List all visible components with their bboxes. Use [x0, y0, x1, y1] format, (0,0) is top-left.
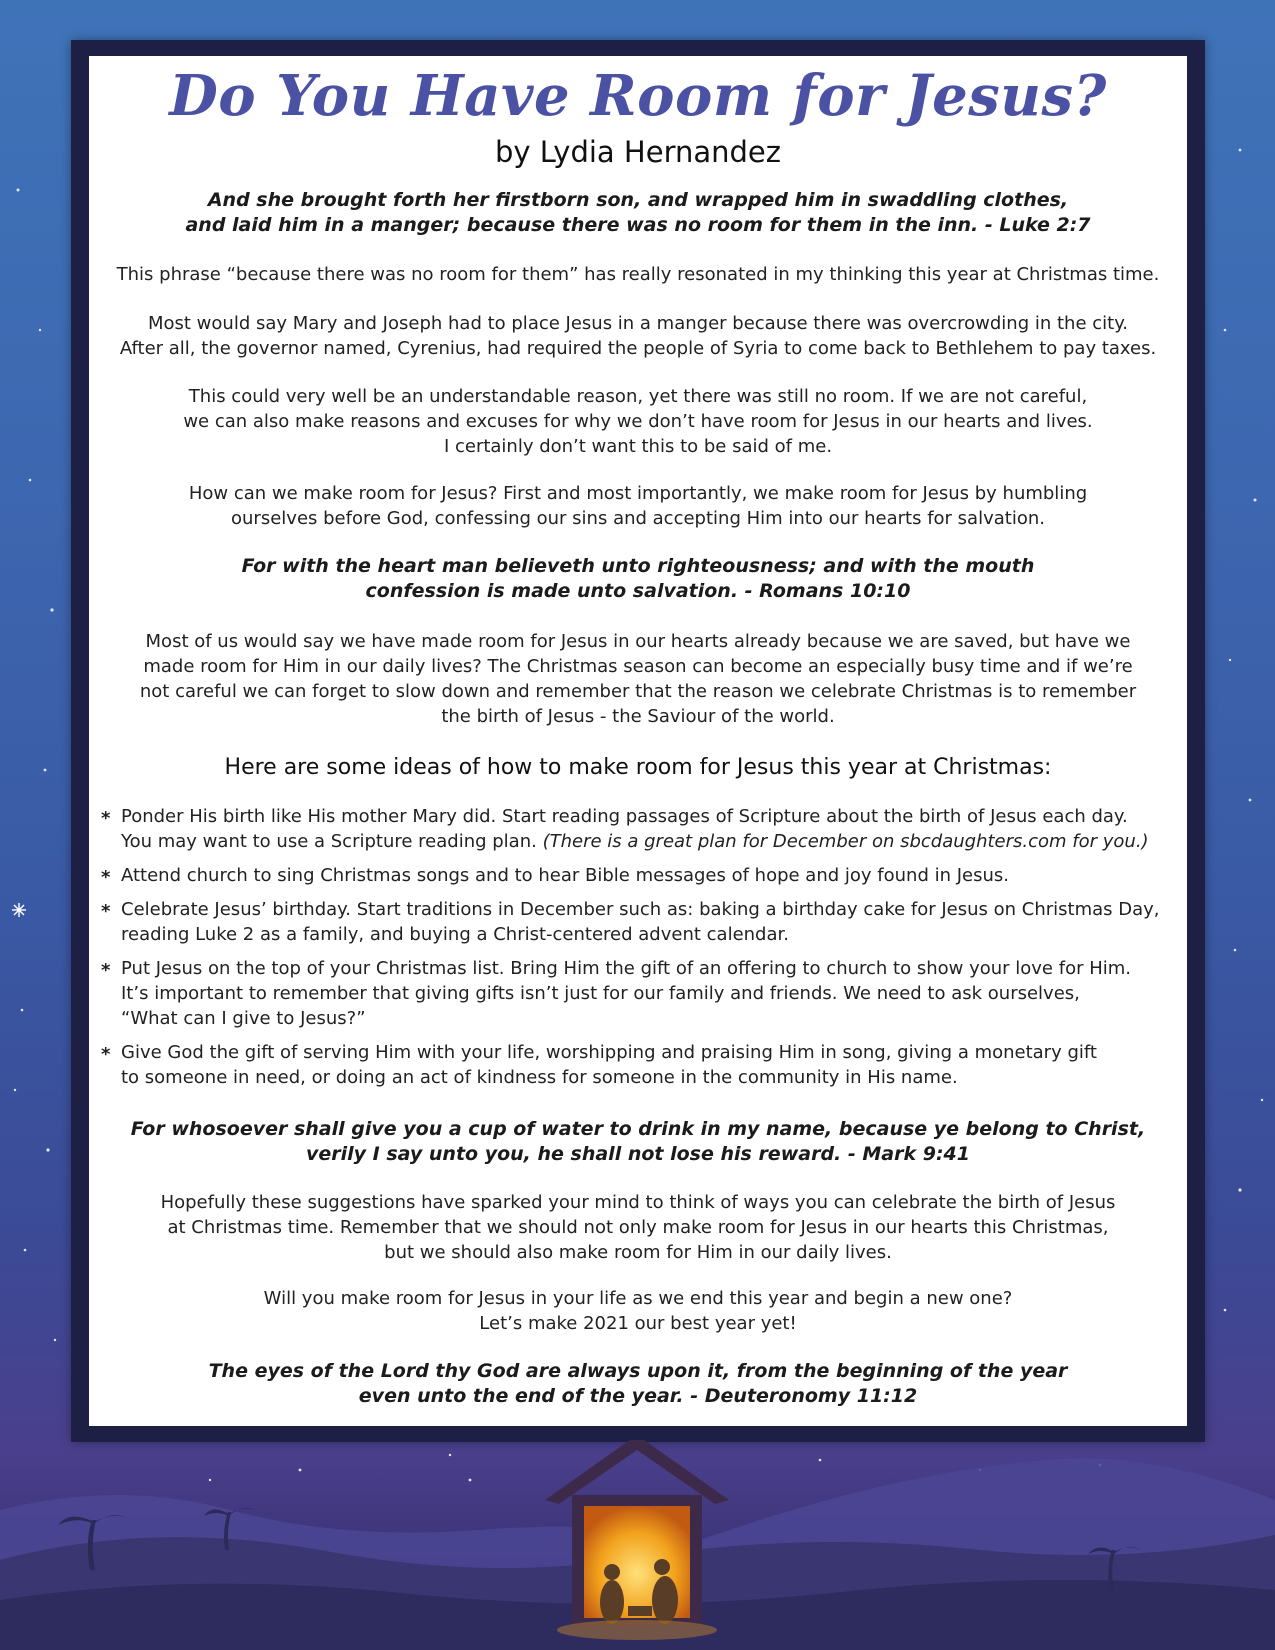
list-item [101, 897, 1181, 947]
verse-romans [99, 554, 1177, 604]
paragraph-text: I certainly don’t want this to be said of me. [443, 436, 833, 457]
list-item [101, 1040, 1181, 1090]
verse-line: verily I say unto you, he shall not lose his reward. - Mark 9:41 [306, 1143, 970, 1165]
verse-line: confession is made unto salvation. - Romans 10:10 [365, 580, 911, 602]
list-item [101, 956, 1181, 1031]
paragraph-text: After all, the governor named, Cyrenius, had required the people of Syria to come back to Bethlehem to pay taxes. [119, 338, 1157, 359]
article-page [89, 56, 1187, 1426]
author-byline: by Lydia Hernandez [495, 135, 781, 169]
verse-luke [99, 188, 1177, 238]
list-item-text: You may want to use a Scripture reading plan. [121, 831, 543, 852]
paragraph-text: This phrase “because there was no room for them” has really resonated in my thinking this year at Christmas time. [116, 264, 1160, 285]
paragraph-text: This could very well be an understandable reason, yet there was still no room. If we are not careful, [188, 386, 1088, 407]
list-item-text: “What can I give to Jesus?” [121, 1008, 366, 1029]
verse-deuteronomy [99, 1359, 1177, 1409]
page-title: Do You Have Room for Jesus? [169, 63, 1107, 129]
list-item [101, 804, 1181, 854]
ideas-heading: Here are some ideas of how to make room for Jesus this year at Christmas: [224, 755, 1052, 780]
list-item-text: reading Luke 2 as a family, and buying a Christ-centered advent calendar. [121, 924, 789, 945]
paragraph-text: Most would say Mary and Joseph had to place Jesus in a manger because there was overcrowding in the city. [147, 313, 1128, 334]
verse-mark [99, 1117, 1177, 1167]
paragraph-6 [99, 1190, 1177, 1265]
paragraph-text: ourselves before God, confessing our sins and accepting Him into our hearts for salvation. [231, 508, 1045, 529]
bullet-icon: * [101, 960, 111, 981]
paragraph-text: Hopefully these suggestions have sparked your mind to think of ways you can celebrate the birth of Jesus [160, 1192, 1116, 1213]
bullet-icon: * [101, 901, 111, 922]
paragraph-text: we can also make reasons and excuses for why we don’t have room for Jesus in our hearts and lives. [183, 411, 1093, 432]
paragraph-text: Let’s make 2021 our best year yet! [479, 1313, 797, 1334]
list-item-text: Put Jesus on the top of your Christmas list. Bring Him the gift of an offering to church to show your love for Him. [121, 958, 1131, 979]
list-item-note: (There is a great plan for December on sbcdaughters.com for you.) [542, 831, 1149, 852]
paragraph-3 [99, 384, 1177, 459]
bullet-icon: * [101, 808, 111, 829]
verse-line: For whosoever shall give you a cup of water to drink in my name, because ye belong to Christ, [130, 1118, 1146, 1140]
paragraph-2 [99, 311, 1177, 361]
paragraph-text: at Christmas time. Remember that we should not only make room for Jesus in our hearts this Christmas, [167, 1217, 1109, 1238]
paragraph-7 [99, 1286, 1177, 1336]
paragraph-5 [99, 629, 1177, 729]
list-item-text: Give God the gift of serving Him with your life, worshipping and praising Him in song, giving a monetary gift [121, 1042, 1097, 1063]
paragraph-4 [99, 481, 1177, 531]
ideas-list [101, 804, 1181, 1099]
paragraph-text: not careful we can forget to slow down and remember that the reason we celebrate Christmas is to remember [139, 681, 1137, 702]
verse-line: even unto the end of the year. - Deuteronomy 11:12 [358, 1385, 918, 1407]
verse-line: For with the heart man believeth unto righteousness; and with the mouth [241, 555, 1035, 577]
paragraph-text: made room for Him in our daily lives? The Christmas season can become an especially busy time and if we’re [143, 656, 1133, 677]
paragraph-text: the birth of Jesus - the Saviour of the world. [441, 706, 835, 727]
stable-icon [545, 1440, 729, 1640]
list-item-text: Attend church to sing Christmas songs and to hear Bible messages of hope and joy found in Jesus. [121, 865, 1009, 886]
verse-line: and laid him in a manger; because there was no room for them in the inn. - Luke 2:7 [185, 214, 1091, 236]
verse-line: The eyes of the Lord thy God are always upon it, from the beginning of the year [208, 1360, 1068, 1382]
paragraph-text: Most of us would say we have made room for Jesus in our hearts already because we are saved, but have we [145, 631, 1131, 652]
list-item-text: It’s important to remember that giving gifts isn’t just for our family and friends. We need to ask ourselves, [121, 983, 1080, 1004]
verse-line: And she brought forth her firstborn son, and wrapped him in swaddling clothes, [207, 189, 1069, 211]
nativity-stable-icon [0, 1440, 1275, 1650]
list-item-text: Celebrate Jesus’ birthday. Start traditions in December such as: baking a birthday cake for Jesus on Christmas Day, [121, 899, 1160, 920]
paragraph-text: but we should also make room for Him in our daily lives. [384, 1242, 892, 1263]
paragraph-text: How can we make room for Jesus? First and most importantly, we make room for Jesus by humbling [188, 483, 1088, 504]
paragraph-text: Will you make room for Jesus in your life as we end this year and begin a new one? [263, 1288, 1013, 1309]
bullet-icon: * [101, 867, 111, 888]
list-item-text: Ponder His birth like His mother Mary did. Start reading passages of Scripture about the birth of Jesus each day. [121, 806, 1128, 827]
paragraph-1 [99, 262, 1177, 287]
list-item [101, 863, 1181, 888]
list-item-text: to someone in need, or doing an act of kindness for someone in the community in His name. [121, 1067, 958, 1088]
bullet-icon: * [101, 1044, 111, 1065]
